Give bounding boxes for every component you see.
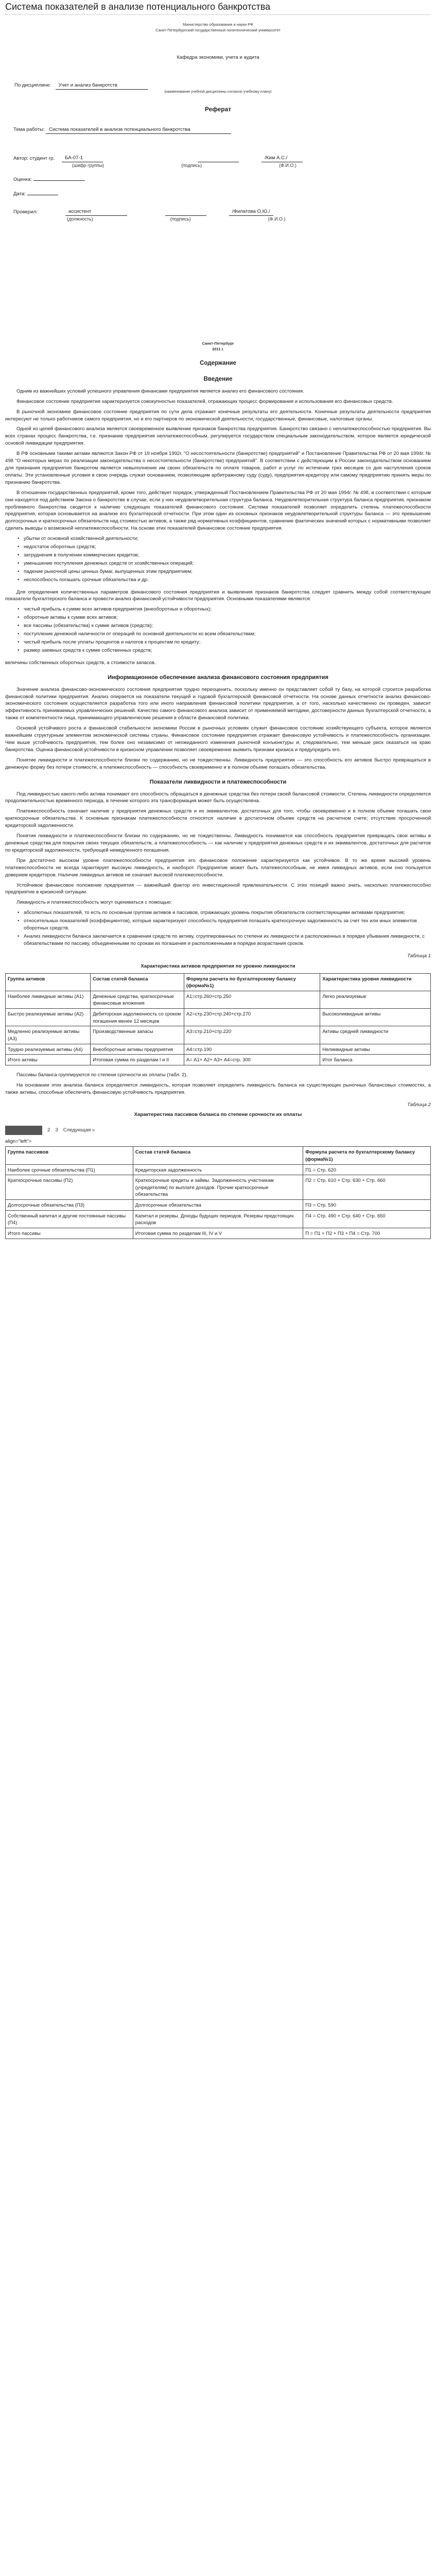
intro-after-paragraph: Для определения количественных параметров финансового состояния предприятия и выявления признаков банкротства следует сравнить между собой соответствующие показатели бухгалтерского баланса и провести анализ финансовой устойчивости предприятия. Основными показателями являются: <box>5 589 431 602</box>
list-item: • недостаток оборотных средств; <box>19 544 431 551</box>
table-row <box>6 991 431 1008</box>
list-item: • оборотные активы к сумме всех активов; <box>19 614 431 621</box>
table-cell: Наиболее ликвидные активы (А1) <box>6 991 91 1008</box>
author-sub-signature: (подпись) <box>181 162 202 168</box>
checked-sub-signature: (подпись) <box>170 216 191 222</box>
between-paragraph: Пассивы баланса группируются по степени срочности их оплаты (табл. 2). <box>16 1072 188 1078</box>
list-item: • все пассивы (обязательства) к сумме активов (средств); <box>19 622 431 630</box>
table-cell: Медленно реализуемые активы (А3) <box>6 1026 91 1044</box>
liquidity-list <box>19 909 431 947</box>
liquidity-paragraph: Платежеспособность означает наличие у предприятия денежных средств и их эквивалентов, достаточных для того, чтобы своевременно и в полном объеме погашать свои краткосрочные обязательства. К основным признакам платежеспособности относятся: наличие в достаточном объеме средств на расчетном счете; отсутствие просроченной кредиторской задолженности. <box>5 808 431 829</box>
table-row <box>6 1175 431 1200</box>
table-cell: А1=стр.260+стр.250 <box>184 991 320 1008</box>
author-name: /Ким А.С./ <box>261 155 303 162</box>
table-header-cell: Состав статей баланса <box>91 973 184 991</box>
work-type: Реферат <box>204 105 232 113</box>
page <box>0 0 436 1256</box>
ministry-line: Министерство образования и науки РФ <box>183 22 253 27</box>
table-cell: Краткосрочные пассивы (П2) <box>6 1175 133 1200</box>
table-cell: Долгосрочные обязательства <box>133 1200 303 1211</box>
pagination-current-page[interactable] <box>5 1126 42 1135</box>
table-cell: А3=стр.210+стр.220 <box>184 1026 320 1044</box>
grade-line <box>33 180 85 181</box>
intro-title: Введение <box>203 376 233 383</box>
intro-paragraph: В отношении государственных предприятий, кроме того, действует порядок, утвержденный Постановлением Правительства РФ от 20 мая 1994г. № 498, в соответствии с которым они находятся под действием Закона о банкротстве в случае, если у них неудовлетворительная структура баланса. Неудовлетворительная структура баланса предприятия, признаком проблемного банкротства сводится к наличию следующих показателей финансового состояния. Система показателей позволяет определить степень платежеспособности предприятия, которая основывается на анализе его бухгалтерской отчетности. При этом один из основных признаков неудовлетворительной структуры баланса — это превышение долгосрочных и краткосрочных обязательств над стоимостью активов, а также ряд нормативных коэффициентов, сравнение фактических значений которых с нормативными позволяет сделать выводы о возможной неплатежеспособности. На основе этих показателей финансовое состояние предприятия. <box>5 489 431 532</box>
table-row <box>6 1164 431 1175</box>
list-item: • чистый прибыль после уплаты процентов и налогов к процентам по кредиту; <box>19 639 431 646</box>
checked-name: /Филатова О.Ю./ <box>229 208 273 216</box>
table-cell: Наиболее срочные обязательства (П1) <box>6 1164 133 1175</box>
list-item: • убытки от основной хозяйственной деятельности; <box>19 535 431 543</box>
intro-list-2 <box>19 606 431 654</box>
date-row <box>13 191 431 198</box>
liquidity-paragraph: Устойчивое финансовое положение предприятия — важнейший фактор его инвестиционной привлекательности. С этих позиций важно знать, насколько платежеспособно предприятие в кризисной ситуации. <box>5 882 431 895</box>
table-cell: Итоговая сумма по разделам III, IV и V <box>133 1228 303 1239</box>
checked-row <box>13 208 431 216</box>
table-cell: Собственный капитал и другие постоянные пассивы (П4) <box>6 1210 133 1228</box>
intro-paragraph: Одним из важнейших условий успешного управления финансами предприятия является анализ его финансового состояния. <box>16 388 304 394</box>
liquidity-paragraph: Понятия ликвидности и платежеспособности близки по содержанию, но не тождественны. Ликвидность понимается как способность предприятия превращать свои активы в денежные средства для покрытия своих текущих обязательств, а платежеспособность — как наличие у предприятия денежных средств и их эквивалентов, достаточных для расчетов по кредиторской задолженности, требующей немедленного погашения. <box>5 833 431 853</box>
list-item: • абсолютных показателей, то есть по основным группам активов и пассивов, отражающих уровень покрытия обязательств соответствующими активами предприятия; <box>19 909 431 917</box>
table-header-cell: Характеристика уровня ликвидности <box>320 973 431 991</box>
table-cell: Кредиторская задолженность <box>133 1164 303 1175</box>
table-row <box>6 1055 431 1065</box>
list-item: • неспособность погашать срочные обязательства и др. <box>19 577 431 584</box>
list-item: • относительных показателей (коэффициентов), которые характеризуют способность предприятия погашать краткосрочную задолженность за счет тех или иных элементов оборотных средств. <box>19 918 431 932</box>
table-2-caption: Таблица 2 <box>407 1101 431 1108</box>
table-cell: Активы средней ликвидности <box>320 1026 431 1044</box>
table-cell: П2 = Стр. 610 + Стр. 630 + Стр. 660 <box>303 1175 431 1200</box>
grade-label: Оценка: <box>13 176 32 182</box>
table-1-title: Характеристика активов предприятия по уровню ликвидности <box>141 963 295 969</box>
checked-subcaptions <box>67 216 431 223</box>
author-sub-name: (Ф.И.О.) <box>279 162 297 168</box>
between-paragraph: На основании этих анализа баланса определяется ликвидность, которая позволяет определить ликвидность баланса на существующих рыночных балансовых стоимостях, а также активы, способные обеспечить финансовую устойчивость предприятия. <box>5 1082 431 1095</box>
table-cell: А= А1+ А2+ А3+ А4=стр. 300 <box>184 1055 320 1065</box>
table-header-cell: Формула расчета по бухгалтерскому балансу (форма№1) <box>303 1147 431 1164</box>
liquidity-section-title: Показатели ликвидности и платежеспособности <box>149 778 287 785</box>
table-cell: А4=стр.190 <box>184 1044 320 1055</box>
table-1-caption: Таблица 1 <box>407 953 431 959</box>
info-paragraph: Значение анализа финансово-экономического состояния предприятия трудно переоценить, поскольку именно он представляет собой ту базу, на которой строится разработка финансовой политики предприятия. Анализ опирается на показатели текущей и годовой бухгалтерской финансовой отчетности. На основе данных отчетности анализ финансово-экономического состояния осуществляется разработка того или иного направления финансовой политики предприятия, а от того, насколько качественно он проведен, зависит эффективность принимаемых управленческих решений. Качество самого финансового анализа зависит от применяемой методики, достоверности данных бухгалтерской отчетности, а также от компетентности лица, принимающего управленческие решения в области финансовой политики. <box>5 686 431 721</box>
table-cell: А2=стр.230+стр.240+стр.270 <box>184 1009 320 1026</box>
table-header-row <box>6 1147 431 1164</box>
list-item: • размер заемных средств к сумме собственных средств; <box>19 647 431 654</box>
checked-sub-name: (Ф.И.О.) <box>268 216 286 222</box>
discipline-hint: (наименование учебной дисциплины согласно учебному плану) <box>164 90 272 94</box>
intro-tail: величины собственных оборотных средств, а стоимости запасов. <box>5 659 156 666</box>
table-header-cell: Группа пассивов <box>6 1147 133 1164</box>
table-header-cell: Формула расчета по бухгалтерскому балансу (форма№1) <box>184 973 320 991</box>
assets-table <box>5 973 431 1065</box>
list-item: • падение рыночной цены ценных бумаг, выпущенных этим предприятием; <box>19 568 431 575</box>
table-cell: Неликвидные активы <box>320 1044 431 1055</box>
author-sub-group: (шифр группы) <box>72 162 104 168</box>
table-row <box>6 1200 431 1211</box>
info-paragraph: Основой устойчивого роста и финансовой стабильности экономики России в рыночных условиях служит финансовое состояние хозяйствующего субъекта, которое является важнейшим структурным элементом экономической системы страны. Финансовое состояние предприятия отражает финансовую устойчивость и платежеспособность организации. Чем выше устойчивость предприятия, тем более оно независимо от неожиданного изменения рыночной конъюнктуры и, следовательно, тем меньше риск оказаться на краю банкротства. Оценка финансовой устойчивости в кризисном управлении позволяет своевременно выявить признаки кризиса и предупредить его. <box>5 725 431 753</box>
table-cell: Внеоборотные активы предприятия <box>91 1044 184 1055</box>
liabilities-table <box>5 1146 431 1239</box>
table-header-row <box>6 973 431 991</box>
table-cell: П3 = Стр. 590 <box>303 1200 431 1211</box>
topic-row <box>13 126 431 134</box>
city-line: Санкт-Петербург <box>202 341 234 346</box>
info-section-title: Информационное обеспечение анализа финансового состояния предприятия <box>108 674 328 681</box>
table-row <box>6 1044 431 1055</box>
list-item: • поступление денежной наличности от операций по основной деятельности ко всем обязательствам; <box>19 631 431 638</box>
table-header-cell: Состав статей баланса <box>133 1147 303 1164</box>
date-label: Дата: <box>13 191 26 197</box>
toc-title: Содержание <box>200 360 236 367</box>
liquidity-paragraph: Ликвидность и платежеспособность могут оцениваться с помощью: <box>16 900 172 906</box>
grade-row <box>13 176 431 183</box>
table-cell: Итог баланса <box>320 1055 431 1065</box>
table-2-title: Характеристика пассивов баланса по степени срочности их оплаты <box>134 1112 302 1118</box>
table-cell: Итого пассивы <box>6 1228 133 1239</box>
table-cell: Дебиторская задолженность со сроком погашения менее 12 месяцев <box>91 1009 184 1026</box>
liquidity-paragraph: При достаточно высоком уровне платежеспособности предприятия его финансовое положение характеризуется как устойчивое. В то же время высокий уровень платежеспособности не всегда гарантирует высокую ликвидность, и наоборот. Предприятие может быть платежеспособным, не имея ликвидных активов, если оно пользуется доверием кредиторов. Наличие ликвидных активов не означает высокой платежеспособности. <box>5 857 431 878</box>
intro-paragraph: В рыночной экономике финансовое состояние предприятия по сути дела отражает конечные результаты его деятельности. Конечные результаты деятельности предприятия интересуют не только работников самого предприятия, но и его партнеров по экономической деятельности, государственные, финансовые, налоговые органы. <box>5 409 431 422</box>
document-title: Система показателей в анализе потенциального банкротства <box>5 1 431 15</box>
discipline-row <box>5 82 431 90</box>
table-cell: Легко реализуемые <box>320 991 431 1008</box>
topic-value: Система показателей в анализе потенциального банкротства <box>46 126 231 134</box>
table-cell: Итого активы <box>6 1055 91 1065</box>
table-cell: П1 = Стр. 620 <box>303 1164 431 1175</box>
table-cell: Трудно реализуемые активы (А4) <box>6 1044 91 1055</box>
table-header-cell: Группа активов <box>6 973 91 991</box>
list-item: • чистый прибыль к сумме всех активов предприятия (внеоборотных и оборотных); <box>19 606 431 613</box>
pagination-next-link[interactable]: Следующая » <box>63 1127 95 1133</box>
author-label: Автор: студент гр. <box>13 156 55 161</box>
table-row <box>6 1026 431 1044</box>
university-line: Санкт-Петербургский государственный политехнический университет <box>155 27 281 32</box>
table-row <box>6 1228 431 1239</box>
pagination-page-3[interactable]: 3 <box>55 1127 58 1133</box>
table-cell: Денежные средства, краткосрочные финансовые вложения <box>91 991 184 1008</box>
author-group: БА-07-1 <box>62 155 103 162</box>
table-cell: Долгосрочные обязательства (П3) <box>6 1200 133 1211</box>
author-subcaptions <box>72 162 431 169</box>
table-cell: Быстро реализуемые активы (А2) <box>6 1009 91 1026</box>
stray-markup-text: align="left"> <box>5 1139 32 1145</box>
table-cell: Итоговая сумма по разделам I и II <box>91 1055 184 1065</box>
table-cell: Краткосрочные кредиты и займы. Задолженность участникам (учредителям) по выплате доходов. Прочие краткосрочные обязательства <box>133 1175 303 1200</box>
list-item: • Анализ ликвидности баланса заключается в сравнении средств по активу, сгруппированных по степени их ликвидности и расположенных в порядке убывания ликвидности, с обязательствами по пассиву, объединенными по срокам их погашения и расположенными в порядке возрастания сроков. <box>19 933 431 947</box>
checked-label: Проверил: <box>13 209 38 215</box>
info-paragraph: Понятие ликвидности и платежеспособности близки по содержанию, но не тождественны. Ликвидность предприятия — это способность его активов быстро превращаться в денежную форму без потери стоимости, а платежеспособность — способность своевременно и в полном объеме погашать обязательства. <box>5 757 431 770</box>
list-item: • затруднения в получении коммерческих кредитов; <box>19 552 431 559</box>
topic-label: Тема работы: <box>13 127 45 133</box>
table-cell: Производственные запасы <box>91 1026 184 1044</box>
intro-paragraph: В РФ основными такими актами являются Закон РФ от 19 ноября 1992г. "О несостоятельности (банкротстве) предприятий" и Постановление Правительства РФ от 20 мая 1994г. № 498 "О некоторых мерах по реализации законодательства о несостоятельности (банкротстве) предприятий". В соответствии с действующим в России законодательством основанием для признания предприятия банкротом является невыполнение им своих обязательств по оплате товаров, работ и услуг по истечении трех месяцев со дня наступления сроков оплаты. Эти установленные условия в свою очередь служат основанием, позволяющим арбитражному суду (суду), предприятия-кредитору или самому предприятию принять меры по признанию банкротства. <box>5 451 431 485</box>
discipline-label: По дисциплине: <box>14 82 51 88</box>
table-cell: П4 = Стр. 490 + Стр. 640 + Стр. 650 <box>303 1210 431 1228</box>
pagination <box>5 1126 431 1135</box>
list-item: • уменьшение поступления денежных средств от хозяйственных операций; <box>19 560 431 567</box>
checked-role: ассистент <box>65 208 127 216</box>
discipline-value: Учет и анализ банкротств <box>56 82 148 90</box>
table-cell: Капитал и резервы. Доходы будущих периодов. Резервы предстоящих расходов <box>133 1210 303 1228</box>
year-line: 2011 г. <box>212 346 224 351</box>
checked-sub-role: (должность) <box>67 216 93 222</box>
pagination-page-2[interactable]: 2 <box>47 1127 50 1133</box>
department-line: Кафедра экономики, учета и аудита <box>177 54 259 60</box>
author-row <box>13 155 431 162</box>
table-row <box>6 1009 431 1026</box>
intro-paragraph: Одной из целей финансового анализа является своевременное выявление признаков банкротства предприятия. Банкротство связано с неплатежеспособностью предприятия. Вы всех странах процесс банкротства, т.е. признание предприятия неплатежеспособным, регулируется государством специальным законодательством, которое является юридической основой ликвидации предприятия. <box>5 426 431 447</box>
table-cell: Высоколиквидные активы <box>320 1009 431 1026</box>
table-cell: П = П1 + П2 + П3 + П4 = Стр. 700 <box>303 1228 431 1239</box>
table-row <box>6 1210 431 1228</box>
intro-paragraph: Финансовое состояние предприятия характеризуется совокупностью показателей, отражающих процесс формирования и использования его финансовых средств. <box>16 398 393 404</box>
liquidity-paragraph: Под ликвидностью какого-либо актива понимают его способность обращаться в денежные средства без потери своей балансовой стоимости. Степень ликвидности определяется продолжительностью временного периода, в течение которого эта трансформация может быть осуществлена. <box>5 791 431 804</box>
intro-list <box>19 535 431 583</box>
